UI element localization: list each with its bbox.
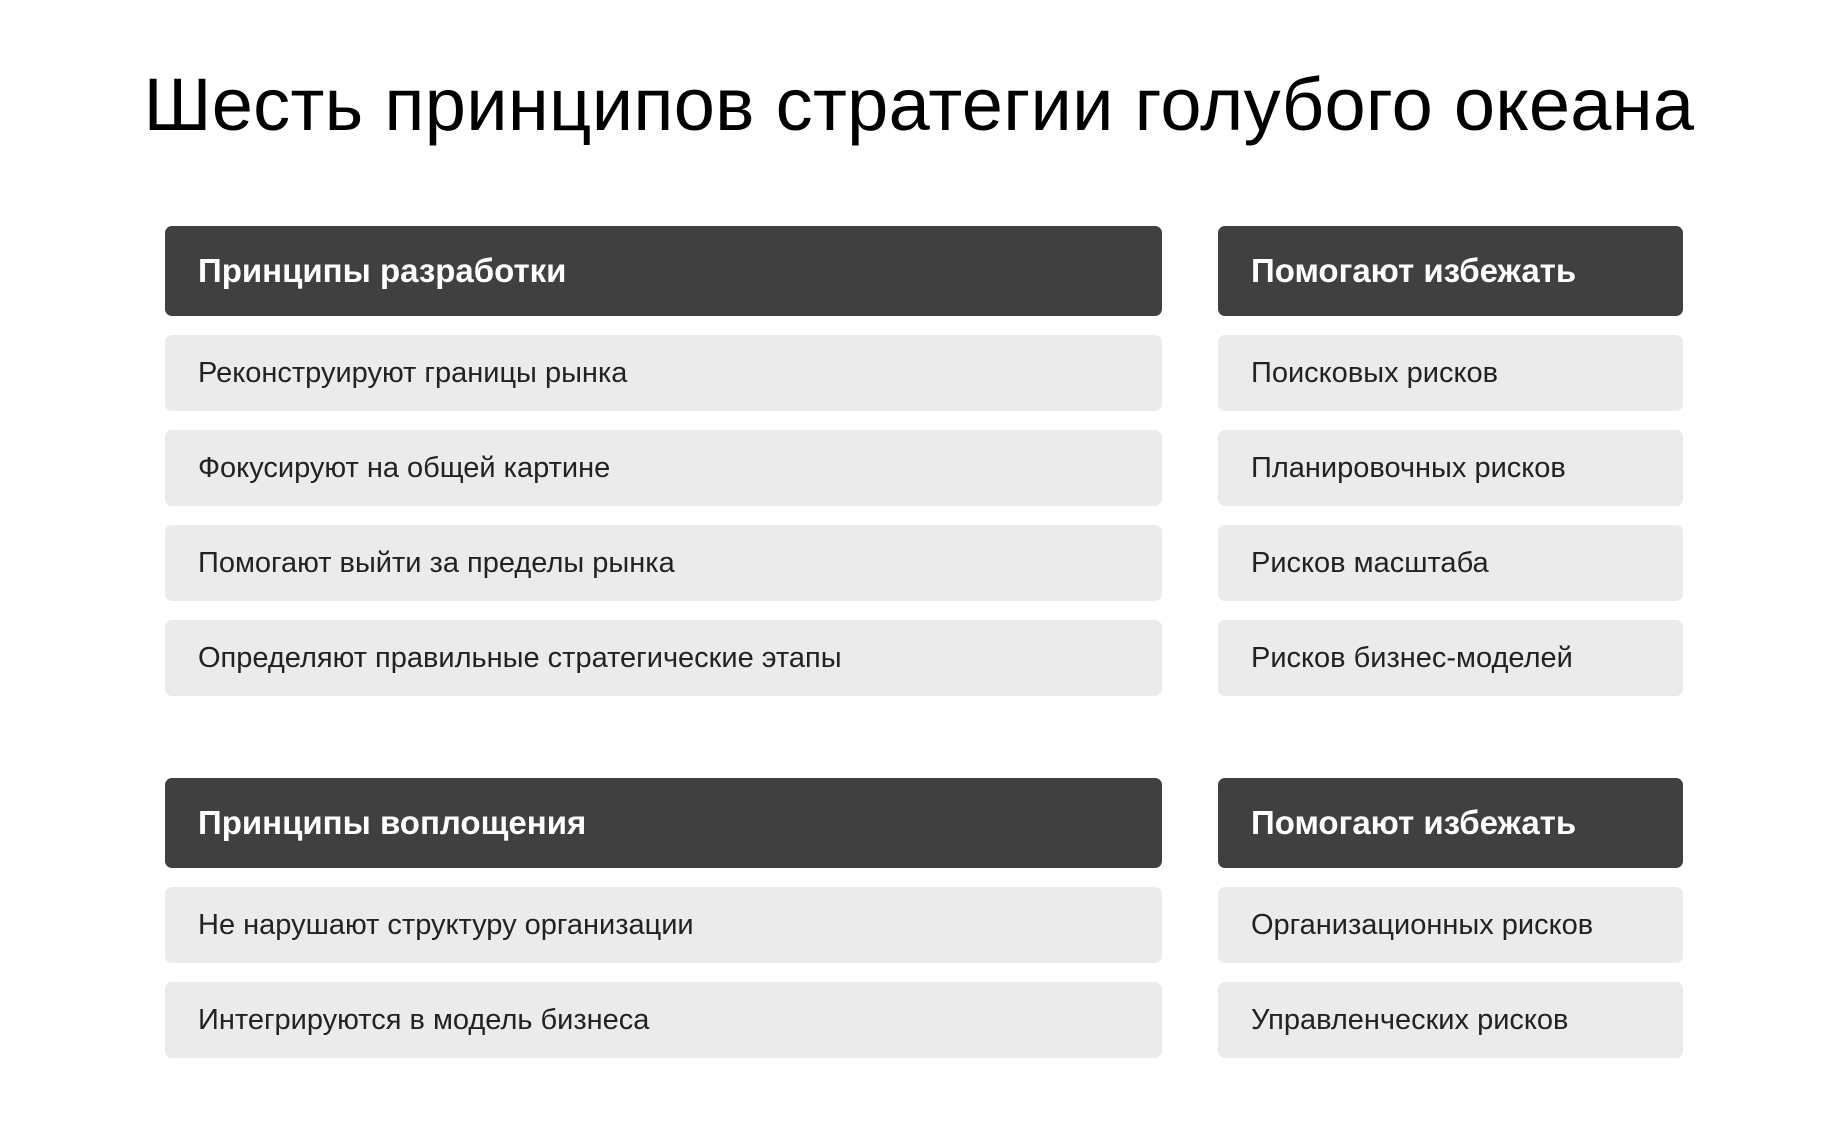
development-principle-item: Фокусируют на общей картине xyxy=(165,430,1162,506)
implementation-risk-item: Организационных рисков xyxy=(1218,887,1683,963)
implementation-principle-item: Не нарушают структуру организации xyxy=(165,887,1162,963)
implementation-avoid-header: Помогают избежать xyxy=(1218,778,1683,868)
development-principle-item: Определяют правильные стратегические этапы xyxy=(165,620,1162,696)
implementation-risk-item: Управленческих рисков xyxy=(1218,982,1683,1058)
development-risks-column xyxy=(1218,226,1683,696)
implementation-principle-item: Интегрируются в модель бизнеса xyxy=(165,982,1162,1058)
implementation-block xyxy=(165,778,1683,1058)
development-risk-item: Поисковых рисков xyxy=(1218,335,1683,411)
development-principles-header: Принципы разработки xyxy=(165,226,1162,316)
development-risk-item: Планировочных рисков xyxy=(1218,430,1683,506)
development-avoid-header: Помогают избежать xyxy=(1218,226,1683,316)
development-risk-item: Рисков масштаба xyxy=(1218,525,1683,601)
development-principle-item: Реконструируют границы рынка xyxy=(165,335,1162,411)
development-risk-item: Рисков бизнес-моделей xyxy=(1218,620,1683,696)
development-principle-item: Помогают выйти за пределы рынка xyxy=(165,525,1162,601)
development-principles-column xyxy=(165,226,1162,696)
development-block xyxy=(165,226,1683,696)
implementation-principles-header: Принципы воплощения xyxy=(165,778,1162,868)
page-title: Шесть принципов стратегии голубого океана xyxy=(143,63,1695,146)
implementation-principles-column xyxy=(165,778,1162,1058)
implementation-risks-column xyxy=(1218,778,1683,1058)
